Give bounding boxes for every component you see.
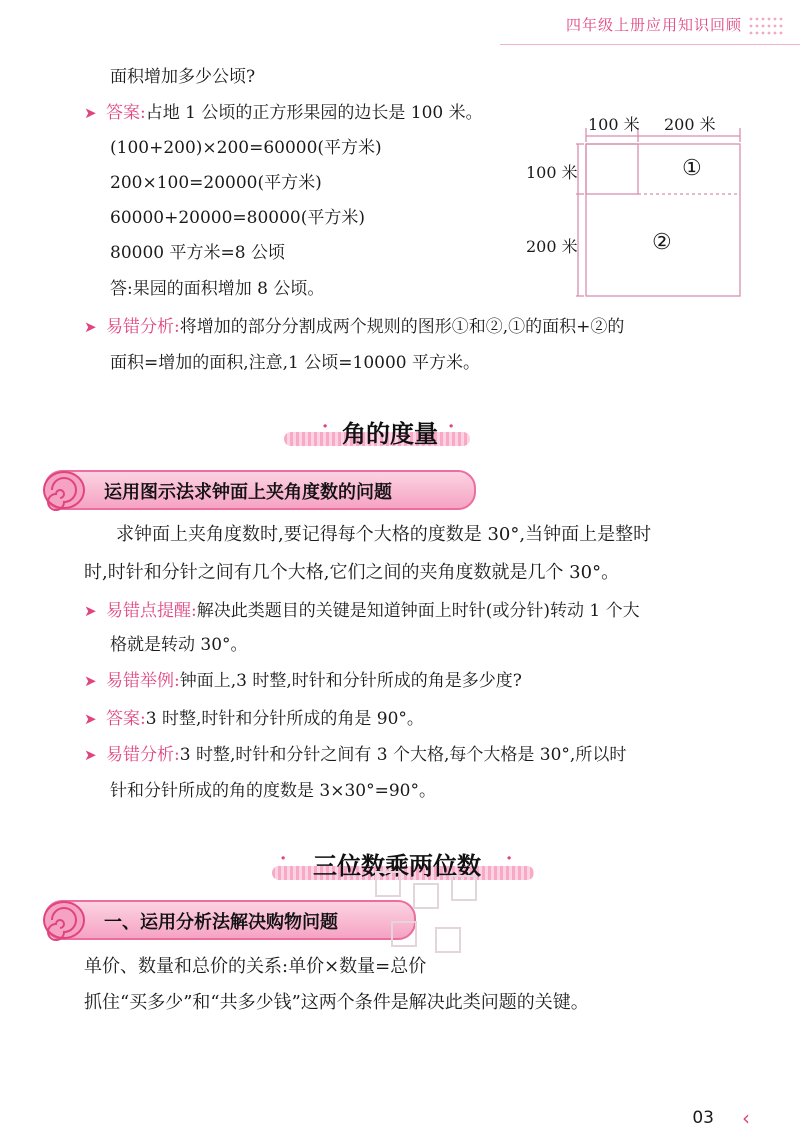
region-1-label: ①: [682, 156, 702, 181]
angle-analysis-line-1: [84, 742, 626, 768]
section-title-angle: 角的度量: [342, 420, 438, 448]
example-label: 易错举例:: [106, 671, 180, 691]
diagram-label-top-left: 100 米: [588, 115, 640, 134]
arrow-bullet-icon: ➤: [84, 746, 97, 764]
arrow-bullet-icon: ➤: [84, 104, 97, 122]
answer-line: [84, 100, 483, 126]
question-tail: 面积增加多少公顷?: [110, 67, 256, 87]
arrow-bullet-icon: ➤: [84, 602, 97, 620]
analysis-text: 将增加的部分分割成两个规则的图形①和②,①的面积+②的: [179, 317, 625, 337]
arrow-bullet-icon: ➤: [84, 672, 97, 690]
example-line: [84, 668, 522, 694]
multiply-line-1: 单价、数量和总价的关系:单价×数量=总价: [84, 956, 427, 977]
calc-line-4: 80000 平方米=8 公顷: [110, 243, 285, 263]
example-text: 钟面上,3 时整,时针和分针所成的角是多少度?: [179, 671, 522, 691]
header-title: 四年级上册应用知识回顾: [565, 16, 742, 34]
watermark-stamp: [366, 862, 506, 972]
analysis-label: 易错分析:: [106, 317, 180, 337]
arrow-bullet-icon: ➤: [84, 710, 97, 728]
header-dots-decoration: [748, 16, 790, 38]
answer-text: 占地 1 公顷的正方形果园的边长是 100 米。: [145, 103, 483, 123]
snail-icon: [40, 896, 90, 942]
angle-analysis-line-2: 针和分针所成的角的度数是 3×30°=90°。: [110, 781, 436, 801]
analysis-line-2: 面积=增加的面积,注意,1 公顷=10000 平方米。: [110, 353, 480, 373]
banner-text-multiply: 一、运用分析法解决购物问题: [104, 912, 338, 933]
angle-answer-text: 3 时整,时针和分针所成的角是 90°。: [145, 709, 424, 729]
multiply-line-2: 抓住“买多少”和“共多少钱”这两个条件是解决此类问题的关键。: [84, 992, 589, 1013]
tip-text: 解决此类题目的关键是知道钟面上时针(或分针)转动 1 个大: [196, 601, 640, 621]
angle-analysis-label: 易错分析:: [106, 745, 180, 765]
analysis-line-1: [84, 314, 624, 340]
page-number: 03: [692, 1108, 714, 1128]
diagram-label-left-bottom: 200 米: [526, 237, 578, 256]
calc-line-3: 60000+20000=80000(平方米): [110, 208, 365, 228]
banner-text-angle: 运用图示法求钟面上夹角度数的问题: [104, 482, 392, 503]
tip-line-1: [84, 598, 640, 624]
final-answer: 答:果园的面积增加 8 公顷。: [110, 279, 325, 299]
header-divider: [500, 44, 800, 45]
region-2-label: ②: [652, 230, 672, 255]
angle-intro-2: 时,时针和分针之间有几个大格,它们之间的夹角度数就是几个 30°。: [84, 562, 620, 583]
title-dot-right: ·: [506, 848, 513, 869]
snail-icon: [40, 466, 90, 512]
section-title-multiply: 三位数乘两位数: [313, 852, 481, 880]
calc-line-1: (100+200)×200=60000(平方米): [110, 138, 382, 158]
tip-label: 易错点提醒:: [106, 601, 197, 621]
title-dot-left: ·: [322, 416, 329, 437]
tip-line-2: 格就是转动 30°。: [110, 635, 248, 655]
title-dot-left: ·: [280, 848, 287, 869]
arrow-bullet-icon: ➤: [84, 318, 97, 336]
calc-line-2: 200×100=20000(平方米): [110, 173, 322, 193]
title-dot-right: ·: [448, 416, 455, 437]
diagram-label-left-top: 100 米: [526, 163, 578, 182]
angle-answer-line: [84, 706, 424, 732]
diagram-label-top-right: 200 米: [664, 115, 716, 134]
answer-label: 答案:: [106, 103, 146, 123]
angle-intro-1: 求钟面上夹角度数时,要记得每个大格的度数是 30°,当钟面上是整时: [116, 524, 652, 545]
angle-analysis-text: 3 时整,时针和分针之间有 3 个大格,每个大格是 30°,所以时: [179, 745, 627, 765]
angle-answer-label: 答案:: [106, 709, 146, 729]
chevron-left-icon[interactable]: ‹: [742, 1106, 750, 1130]
orchard-diagram: [576, 108, 756, 304]
